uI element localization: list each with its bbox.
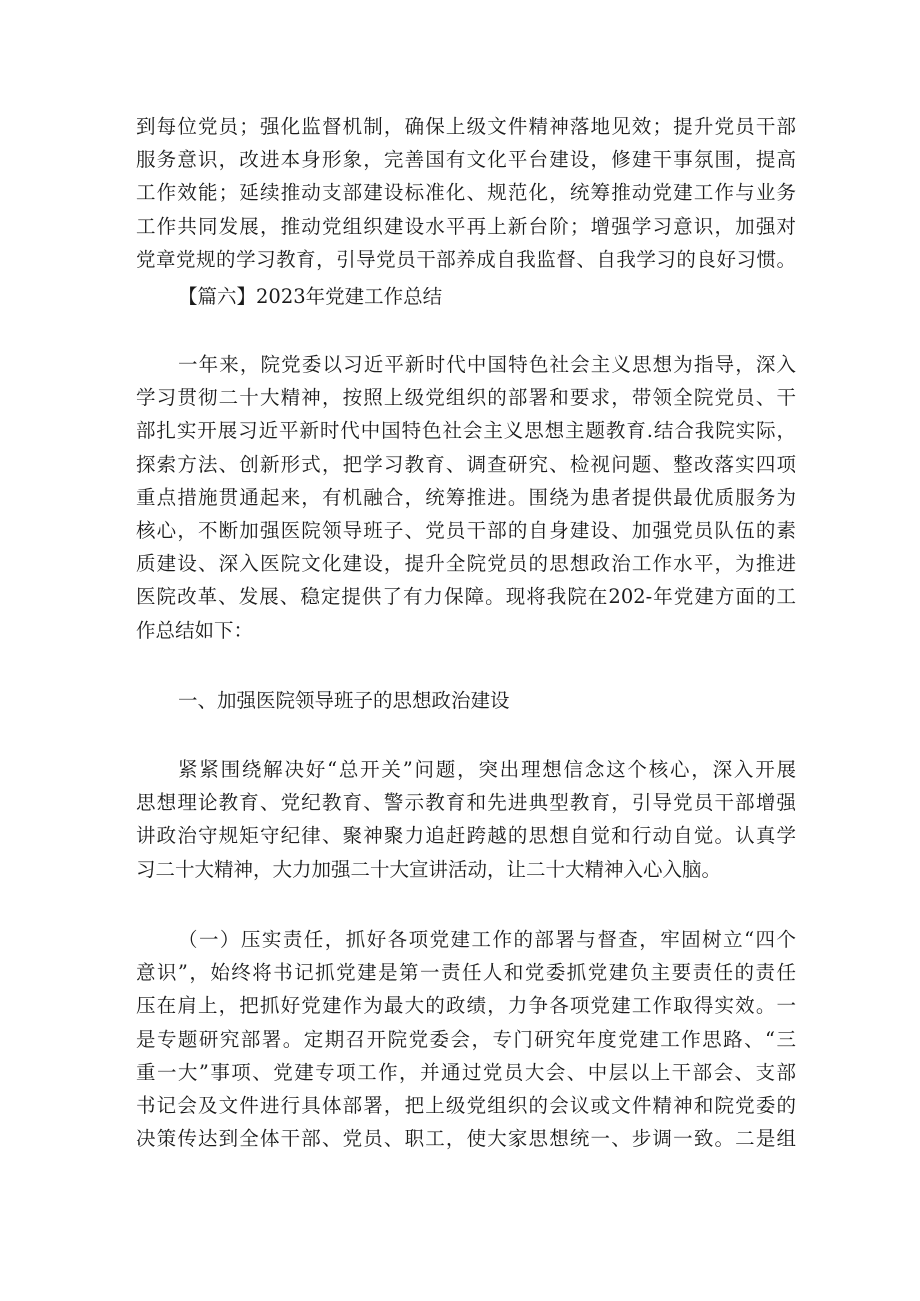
text-line: 讲政治守规矩守纪律、聚神聚力追赶跨越的思想自觉和行动自觉。认真学	[136, 824, 796, 848]
intro-paragraph	[136, 348, 796, 647]
heading-1-text: 一、加强医院领导班子的思想政治建设	[178, 689, 510, 712]
text-line: 探索方法、创新形式，把学习教育、调查研究、检视问题、整改落实四项	[136, 452, 796, 476]
text-line: 医院改革、发展、稳定提供了有力保障。现将我院在202-年党建方面的工	[136, 585, 796, 609]
text-line: 决策传达到全体干部、党员、职工，使大家思想统一、步调一致。二是组	[136, 1127, 796, 1151]
text-line: 质建设、深入医院文化建设，提升全院党员的思想政治工作水平，为推进	[136, 552, 796, 576]
text-line: 核心，不断加强医院领导班子、党员干部的自身建设、加强党员队伍的素	[136, 518, 796, 542]
text-line: 书记会及文件进行具体部署，把上级党组织的会议或文件精神和院党委的	[136, 1093, 796, 1117]
text-line: 重一大”事项、党建专项工作，并通过党员大会、中层以上干部会、支部	[136, 1060, 796, 1084]
text-line: 是专题研究部署。定期召开院党委会，专门研究年度党建工作思路、“三	[136, 1027, 796, 1051]
paragraph-1	[136, 753, 796, 886]
text-line: 工作共同发展，推动党组织建设水平再上新台阶；增强学习意识，加强对	[136, 214, 796, 238]
text-line: 学习贯彻二十大精神，按照上级党组织的部署和要求，带领全院党员、干	[136, 386, 796, 410]
text-line: （一）压实责任，抓好各项党建工作的部署与督查，牢固树立“四个	[178, 928, 796, 951]
text-line: 习二十大精神，大力加强二十大宣讲活动，让二十大精神入心入脑。	[136, 857, 722, 881]
text-line: 工作效能；延续推动支部建设标准化、规范化，统筹推动党建工作与业务	[136, 181, 796, 205]
text-line: 一年来，院党委以习近平新时代中国特色社会主义思想为指导，深入	[178, 353, 796, 376]
paragraph-2	[136, 923, 796, 1155]
text-line: 思想理论教育、党纪教育、警示教育和先进典型教育，引导党员干部增强	[136, 791, 796, 815]
text-line: 到每位党员；强化监督机制，确保上级文件精神落地见效；提升党员干部	[136, 115, 796, 138]
text-line: 紧紧围绕解决好“总开关”问题，突出理想信念这个核心，深入开展	[178, 758, 796, 781]
text-line: 意识”，始终将书记抓党建是第一责任人和党委抓党建负主要责任的责任	[136, 961, 796, 985]
section-title-text: 【篇六】2023年党建工作总结	[178, 285, 443, 308]
text-line: 服务意识，改进本身形象，完善国有文化平台建设，修建干事氛围，提高	[136, 148, 796, 172]
heading-1	[136, 684, 796, 717]
text-line: 党章党规的学习教育，引导党员干部养成自我监督、自我学习的良好习惯。	[136, 247, 796, 271]
opening-paragraph	[136, 110, 796, 276]
section-title	[136, 280, 796, 313]
text-line: 部扎实开展习近平新时代中国特色社会主义思想主题教育.结合我院实际，	[136, 419, 796, 443]
text-line: 作总结如下：	[136, 618, 254, 642]
text-line: 压在肩上，把抓好党建作为最大的政绩，力争各项党建工作取得实效。一	[136, 994, 796, 1018]
text-line: 重点措施贯通起来，有机融合，统筹推进。围绕为患者提供最优质服务为	[136, 485, 796, 509]
